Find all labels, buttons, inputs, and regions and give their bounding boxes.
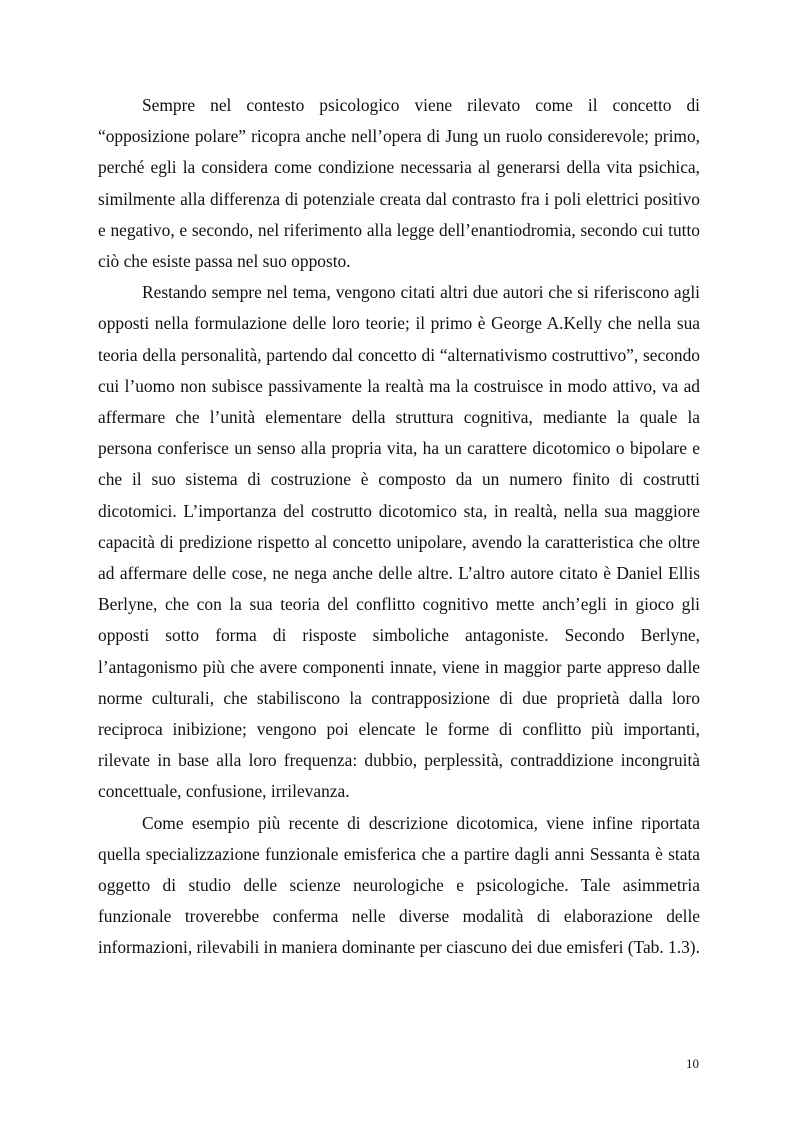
page-number: 10	[686, 1056, 699, 1071]
paragraph-hemispheric-specialization: Come esempio più recente di descrizione dicotomica, viene infine riportata quella specializzazione funzionale emisferica che a partire dagli anni Sessanta è stata oggetto di studio delle scienze neurologiche e psicologiche. Tale asimmetria funzionale troverebbe conferma nelle diverse modalità di elaborazione delle informazioni, rilevabili in maniera dominante per ciascuno dei due emisferi (Tab. 1.3).	[98, 812, 700, 958]
body-text	[98, 90, 700, 964]
paragraph-kelly-berlyne: Restando sempre nel tema, vengono citati altri due autori che si riferiscono agli opposti nella formulazione delle loro teorie; il primo è George A.Kelly che nella sua teoria della personalità, partendo dal concetto di “alternativismo costruttivo”, secondo cui l’uomo non subisce passivamente la realtà ma la costruisce in modo attivo, va ad affermare che l’unità elementare della struttura cognitiva, mediante la quale la persona conferisce un senso alla propria vita, ha un carattere dicotomico o bipolare e che il suo sistema di costruzione è composto da un numero finito di costrutti dicotomici. L’importanza del costrutto dicotomico sta, in realtà, nella sua maggiore capacità di predizione rispetto al concetto unipolare, avendo la caratteristica che oltre ad affermare delle cose, ne nega anche delle altre. L’altro autore citato è Daniel Ellis Berlyne, che con la sua teoria del conflitto cognitivo mette anch’egli in gioco gli opposti sotto forma di risposte simboliche antagoniste. Secondo Berlyne, l’antagonismo più che avere componenti innate, viene in maggior parte appreso dalle norme culturali, che stabiliscono la contrapposizione di due proprietà dalla loro reciproca inibizione; vengono poi elencate le forme di conflitto più importanti, rilevate in base alla loro frequenza: dubbio, perplessità, contraddizione incongruità concettuale, confusione, irrilevanza.	[98, 282, 700, 802]
paragraph-jung-polar-opposition: Sempre nel contesto psicologico viene rilevato come il concetto di “opposizione polare” ricopra anche nell’opera di Jung un ruolo considerevole; primo, perché egli la considera come condizione necessaria al generarsi della vita psichica, similmente alla differenza di potenziale creata dal contrasto fra i poli elettrici positivo e negativo, e secondo, nel riferimento alla legge dell’enantiodromia, secondo cui tutto ciò che esiste passa nel suo opposto.	[98, 95, 700, 272]
